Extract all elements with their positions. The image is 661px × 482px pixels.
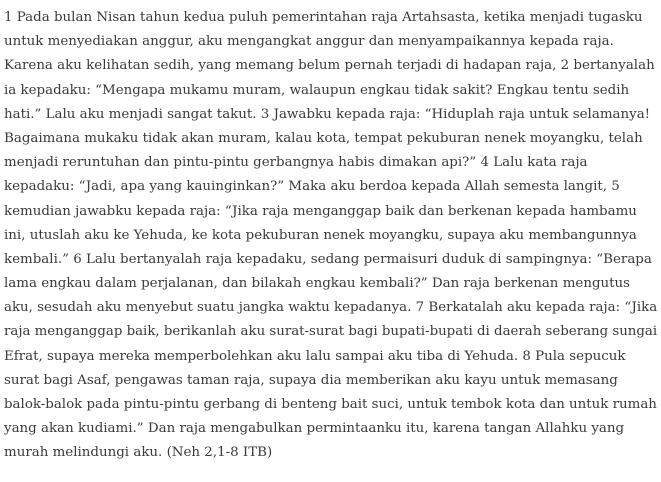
passage-line: Efrat, supaya mereka memperbolehkan aku lalu sampai aku tiba di Yehuda. 8 Pula sepucuk <box>4 348 626 364</box>
passage-line: aku, sesudah aku menyebut suatu jangka waktu kepadanya. 7 Berkatalah aku kepada raja: “Jika <box>4 300 658 316</box>
passage-line: yang akan kudiami.” Dan raja mengabulkan permintaanku itu, karena tangan Allahku yang <box>4 421 625 437</box>
passage-line: Karena aku kelihatan sedih, yang memang belum pernah terjadi di hadapan raja, 2 bertanyalah <box>4 58 655 74</box>
passage-line: ini, utuslah aku ke Yehuda, ke kota pekuburan nenek moyangku, supaya aku membangunnya <box>4 227 637 243</box>
scripture-passage <box>4 6 657 466</box>
passage-line: lama engkau dalam perjalanan, dan bilakah engkau kembali?” Dan raja berkenan mengutus <box>4 276 631 292</box>
passage-line: 1 Pada bulan Nisan tahun kedua puluh pemerintahan raja Artahsasta, ketika menjadi tugasku <box>4 10 643 25</box>
passage-line: raja menganggap baik, berikanlah aku surat-surat bagi bupati-bupati di daerah seberang sungai <box>4 324 658 340</box>
passage-line: ia kepadaku: “Mengapa mukamu muram, walaupun engkau tidak sakit? Engkau tentu sedih <box>4 82 630 98</box>
passage-line: balok-balok pada pintu-pintu gerbang di benteng bait suci, untuk tembok kota dan untuk rumah <box>4 397 657 412</box>
passage-line: Bagaimana mukaku tidak akan muram, kalau kota, tempat pekuburan nenek moyangku, telah <box>4 130 643 146</box>
passage-line: kemudian jawabku kepada raja: “Jika raja menganggap baik dan berkenan kepada hambamu <box>4 203 637 219</box>
passage-line: surat bagi Asaf, pengawas taman raja, supaya dia memberikan aku kayu untuk memasang <box>4 372 618 388</box>
passage-line: untuk menyediakan anggur, aku mengangkat anggur dan menyampaikannya kepada raja. <box>4 34 614 50</box>
passage-line: menjadi reruntuhan dan pintu-pintu gerbangnya habis dimakan api?” 4 Lalu kata raja <box>4 155 588 171</box>
passage-line: kepadaku: “Jadi, apa yang kauinginkan?” Maka aku berdoa kepada Allah semesta langit, 5 <box>4 179 620 195</box>
passage-line: kembali.” 6 Lalu bertanyalah raja kepadaku, sedang permaisuri duduk di sampingnya: “Berapa <box>4 251 652 267</box>
passage-reference-line: murah melindungi aku. (Neh 2,1-8 ITB) <box>4 445 273 461</box>
passage-line: hati.” Lalu aku menjadi sangat takut. 3 Jawabku kepada raja: “Hiduplah raja untuk selamanya! <box>4 106 651 122</box>
